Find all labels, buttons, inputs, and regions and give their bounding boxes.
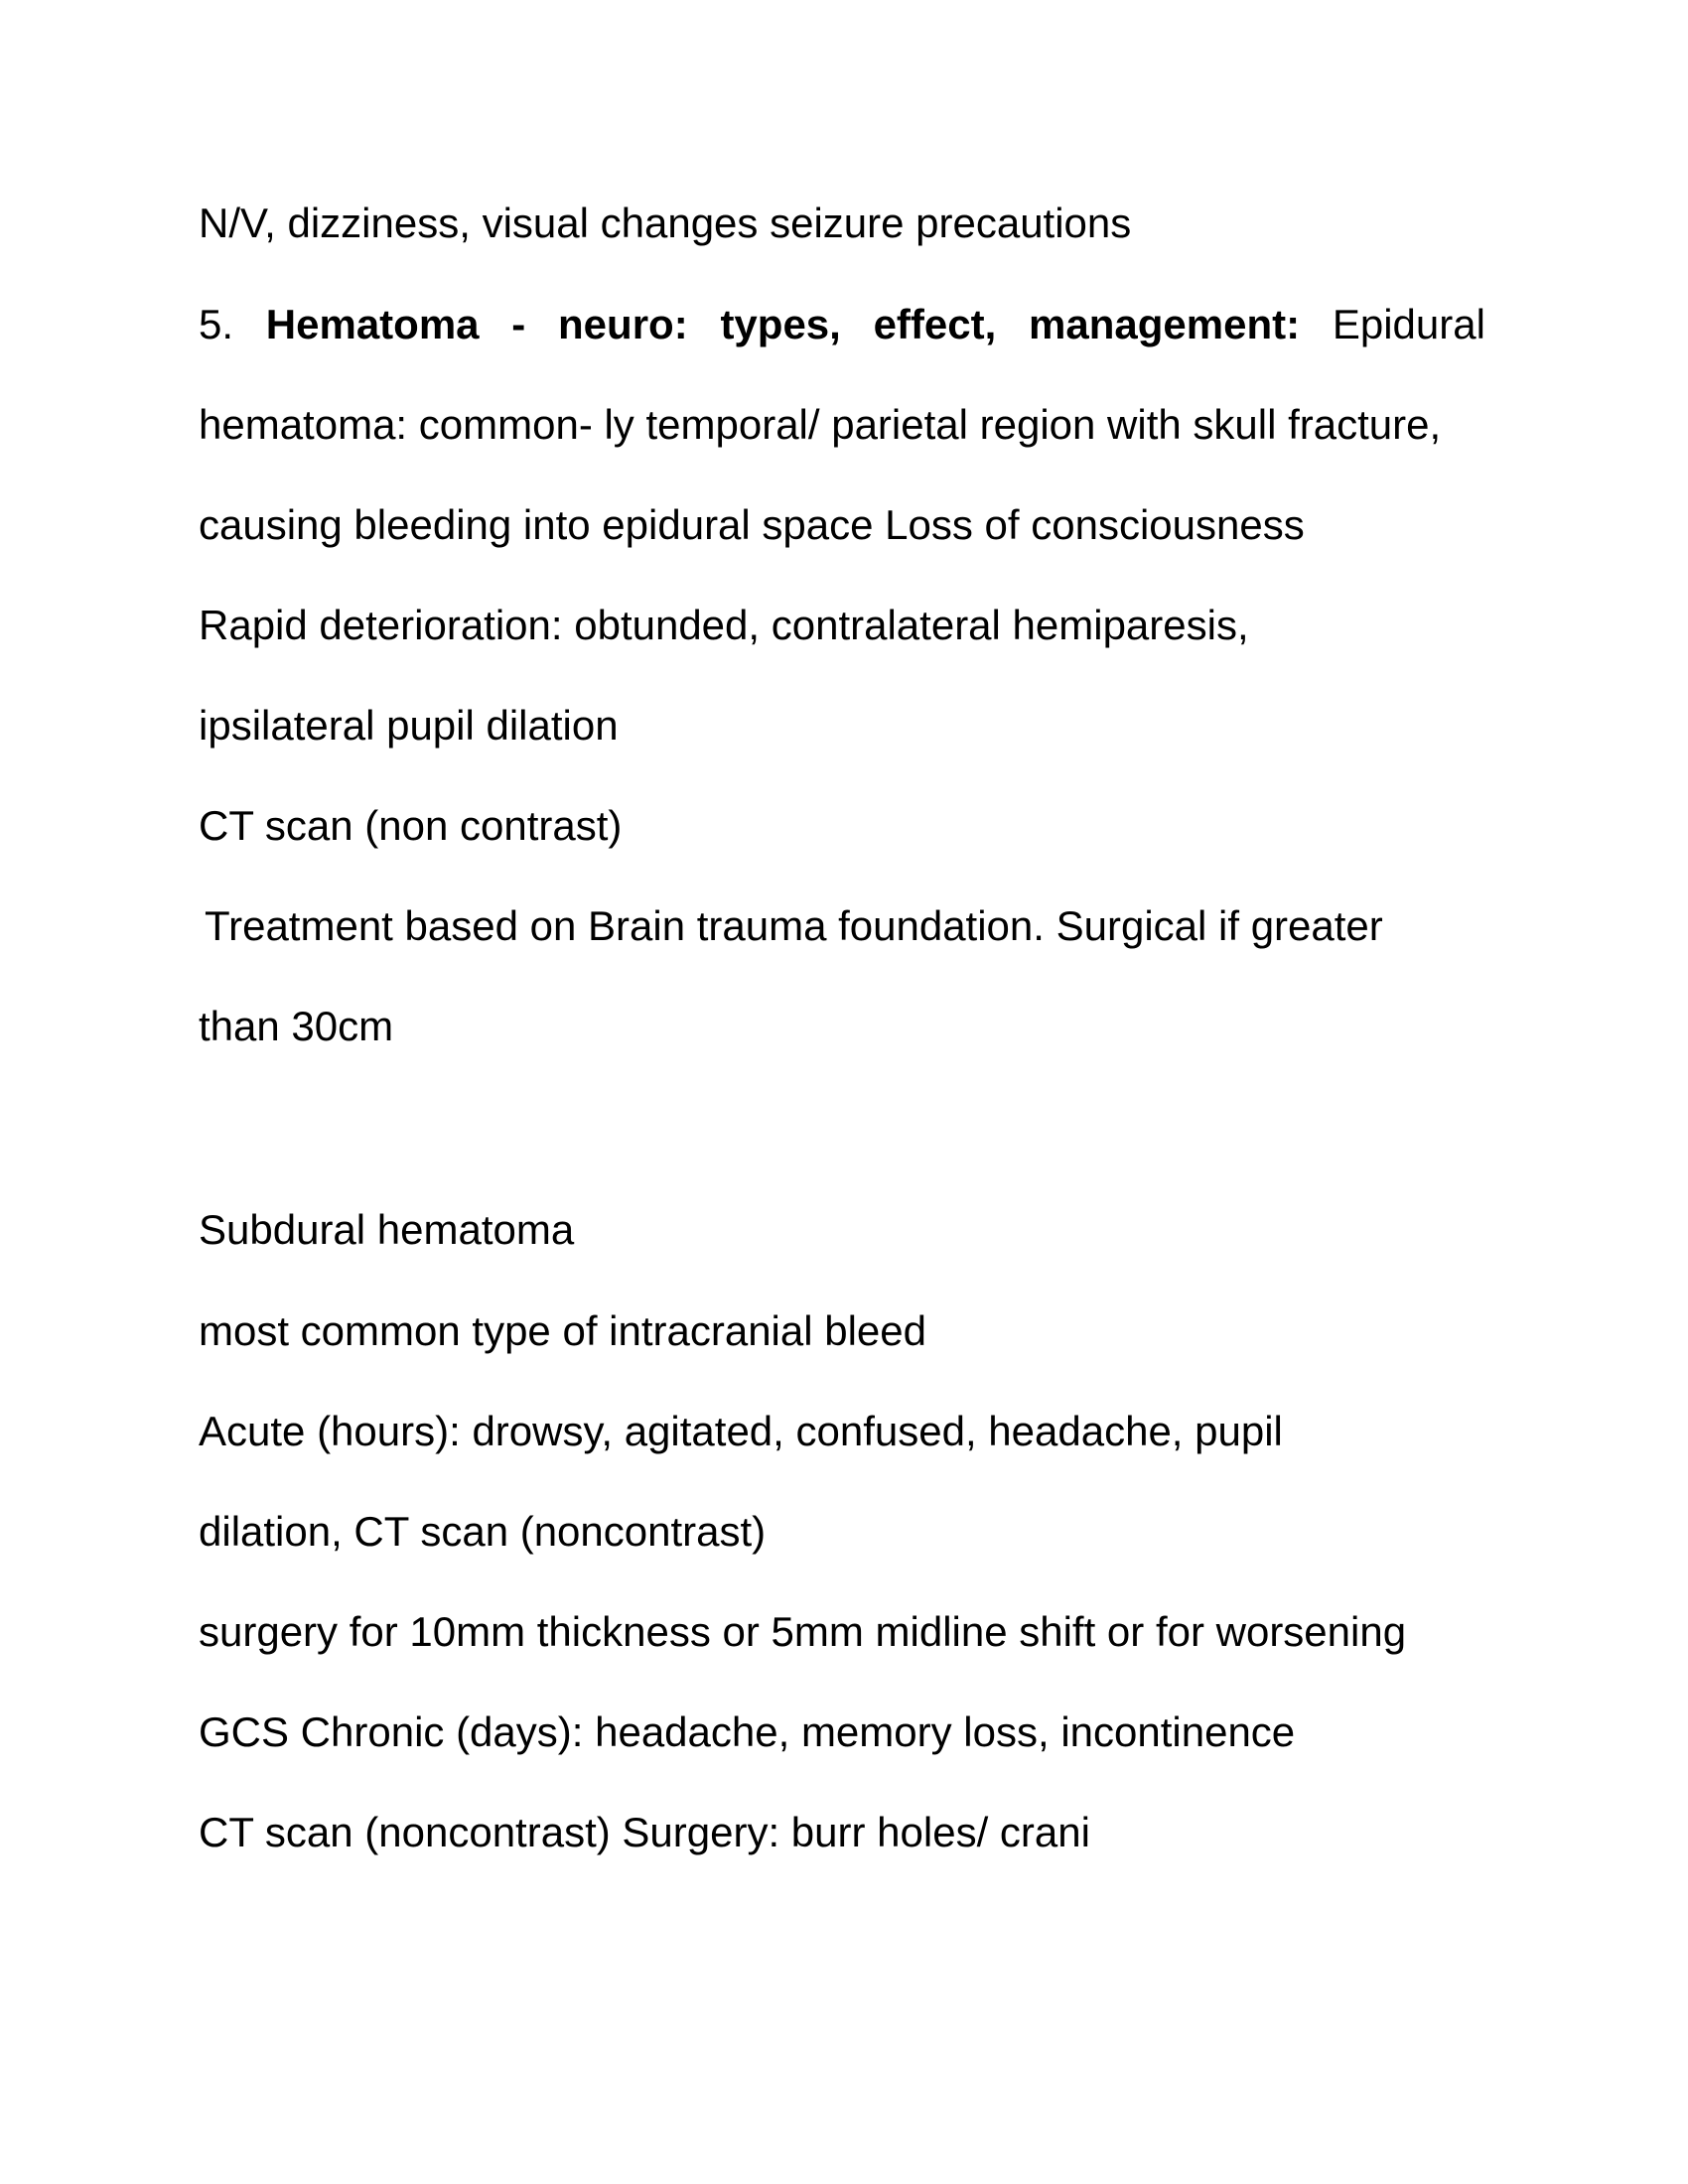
text-line-11: most common type of intracranial bleed	[199, 1307, 927, 1354]
text-line-4: causing bleeding into epidural space Loss of consciousness	[199, 501, 1305, 548]
text-line-3: hematoma: common- ly temporal/ parietal region with skull fracture,	[199, 401, 1442, 448]
section-heading-5	[199, 300, 1485, 349]
text-line-13: dilation, CT scan (noncontrast)	[199, 1508, 767, 1555]
heading-word-types: types,	[720, 301, 841, 347]
text-line-9: than 30cm	[199, 1003, 394, 1049]
text-line-5: Rapid deterioration: obtunded, contralateral hemiparesis,	[199, 602, 1249, 648]
heading-tail-epidural: Epidural	[1332, 301, 1485, 347]
text-line-7: CT scan (non contrast)	[199, 802, 623, 849]
text-line-8: Treatment based on Brain trauma foundation. Surgical if greater	[205, 902, 1383, 949]
text-line-12: Acute (hours): drowsy, agitated, confused, headache, pupil	[199, 1408, 1283, 1454]
text-line-15: GCS Chronic (days): headache, memory loss, incontinence	[199, 1708, 1296, 1755]
heading-word-management: management:	[1029, 301, 1301, 347]
heading-word-hematoma: Hematoma	[265, 301, 480, 347]
text-line-16: CT scan (noncontrast) Surgery: burr holes/ crani	[199, 1809, 1090, 1855]
text-line-14: surgery for 10mm thickness or 5mm midline shift or for worsening	[199, 1608, 1407, 1655]
heading-dash: -	[511, 301, 526, 347]
heading-number: 5.	[199, 301, 234, 347]
heading-word-neuro: neuro:	[558, 301, 688, 347]
text-line-1: N/V, dizziness, visual changes seizure precautions	[199, 200, 1132, 246]
subheading-subdural: Subdural hematoma	[199, 1206, 575, 1253]
text-line-6: ipsilateral pupil dilation	[199, 702, 619, 749]
heading-word-effect: effect,	[873, 301, 997, 347]
